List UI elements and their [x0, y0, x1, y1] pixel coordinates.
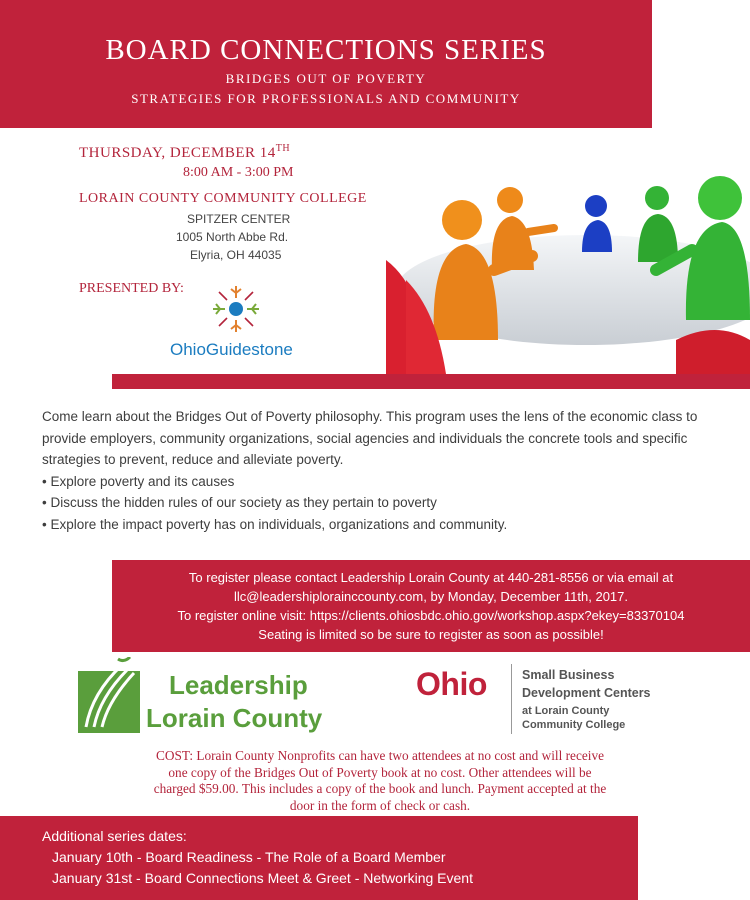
event-date-suffix: TH: [275, 143, 291, 154]
series-date-item: January 31st - Board Connections Meet & Greet - Networking Event: [52, 870, 473, 886]
cost-line: door in the form of check or cash.: [289, 797, 471, 813]
llc-name-line1: Leadership: [169, 670, 308, 700]
ohioguidestone-name: OhioGuidestone: [170, 340, 293, 359]
event-date-text: THURSDAY, DECEMBER 14: [79, 145, 276, 161]
registration-box: [112, 560, 750, 652]
divider-bar: [112, 374, 750, 389]
event-date: [79, 143, 290, 162]
event-building: SPITZER CENTER: [187, 212, 291, 226]
series-tagline: STRATEGIES FOR PROFESSIONALS AND COMMUNITY: [131, 91, 521, 106]
event-venue: LORAIN COUNTY COMMUNITY COLLEGE: [79, 191, 367, 206]
sbdc-line2: Development Centers: [522, 686, 651, 700]
cost-line: COST: Lorain County Nonprofits can have two attendees at no cost and will receive: [156, 748, 604, 763]
event-street: 1005 North Abbe Rd.: [176, 230, 289, 244]
ohioguidestone-logo-icon: [207, 280, 265, 343]
llc-name-line2: Lorain County: [146, 703, 323, 733]
leadership-lorain-county-logo-icon: [78, 657, 140, 738]
cost-line: one copy of the Bridges Out of Poverty book at no cost. Other attendees will be: [168, 764, 592, 780]
description-bullet: • Explore the impact poverty has on individuals, organizations and community.: [42, 516, 508, 532]
description-bullet: • Explore poverty and its causes: [42, 473, 235, 489]
additional-dates-heading: Additional series dates:: [42, 828, 187, 844]
ohio-wordmark: Ohio: [416, 666, 487, 702]
registration-note: Seating is limited so be sure to register as soon as possible!: [258, 627, 604, 642]
series-title: BOARD CONNECTIONS SERIES: [105, 34, 547, 66]
cost-line: charged $59.00. This includes a copy of the book and lunch. Payment accepted at the: [153, 781, 607, 796]
registration-email-link[interactable]: llc@leadershiplorainccounty.com, by Monday, December 11th, 2017.: [233, 589, 628, 604]
event-city: Elyria, OH 44035: [190, 248, 282, 262]
header-banner: [0, 0, 652, 128]
meeting-figures-image: [386, 170, 750, 374]
series-subtitle: BRIDGES OUT OF POVERTY: [225, 71, 427, 86]
description-bullet: • Discuss the hidden rules of our society as they pertain to poverty: [42, 495, 437, 510]
series-date-item: January 10th - Board Readiness - The Role of a Board Member: [52, 849, 446, 865]
footer-banner: [0, 816, 638, 900]
event-time: 8:00 AM - 3:00 PM: [183, 165, 294, 180]
registration-contact: To register please contact Leadership Lorain County at 440-281-8556 or via email at: [188, 570, 674, 585]
sbdc-line4: Community College: [522, 719, 626, 731]
registration-online-link[interactable]: To register online visit: https://clients.ohiosbdc.ohio.gov/workshop.aspx?ekey=83370104: [177, 608, 685, 623]
description-paragraph: Come learn about the Bridges Out of Poverty philosophy. This program uses the lens of the economic class to provide employers, community organizations, social agencies and individuals the concrete tools and specific strategies to prevent, reduce and alleviate poverty.: [42, 409, 698, 467]
cost-info: [40, 748, 720, 814]
sbdc-divider: [511, 664, 512, 734]
program-description: [42, 406, 722, 535]
sbdc-line1: Small Business: [522, 668, 615, 682]
sbdc-line3: at Lorain County: [522, 705, 610, 717]
presented-by-label: PRESENTED BY:: [79, 281, 184, 296]
